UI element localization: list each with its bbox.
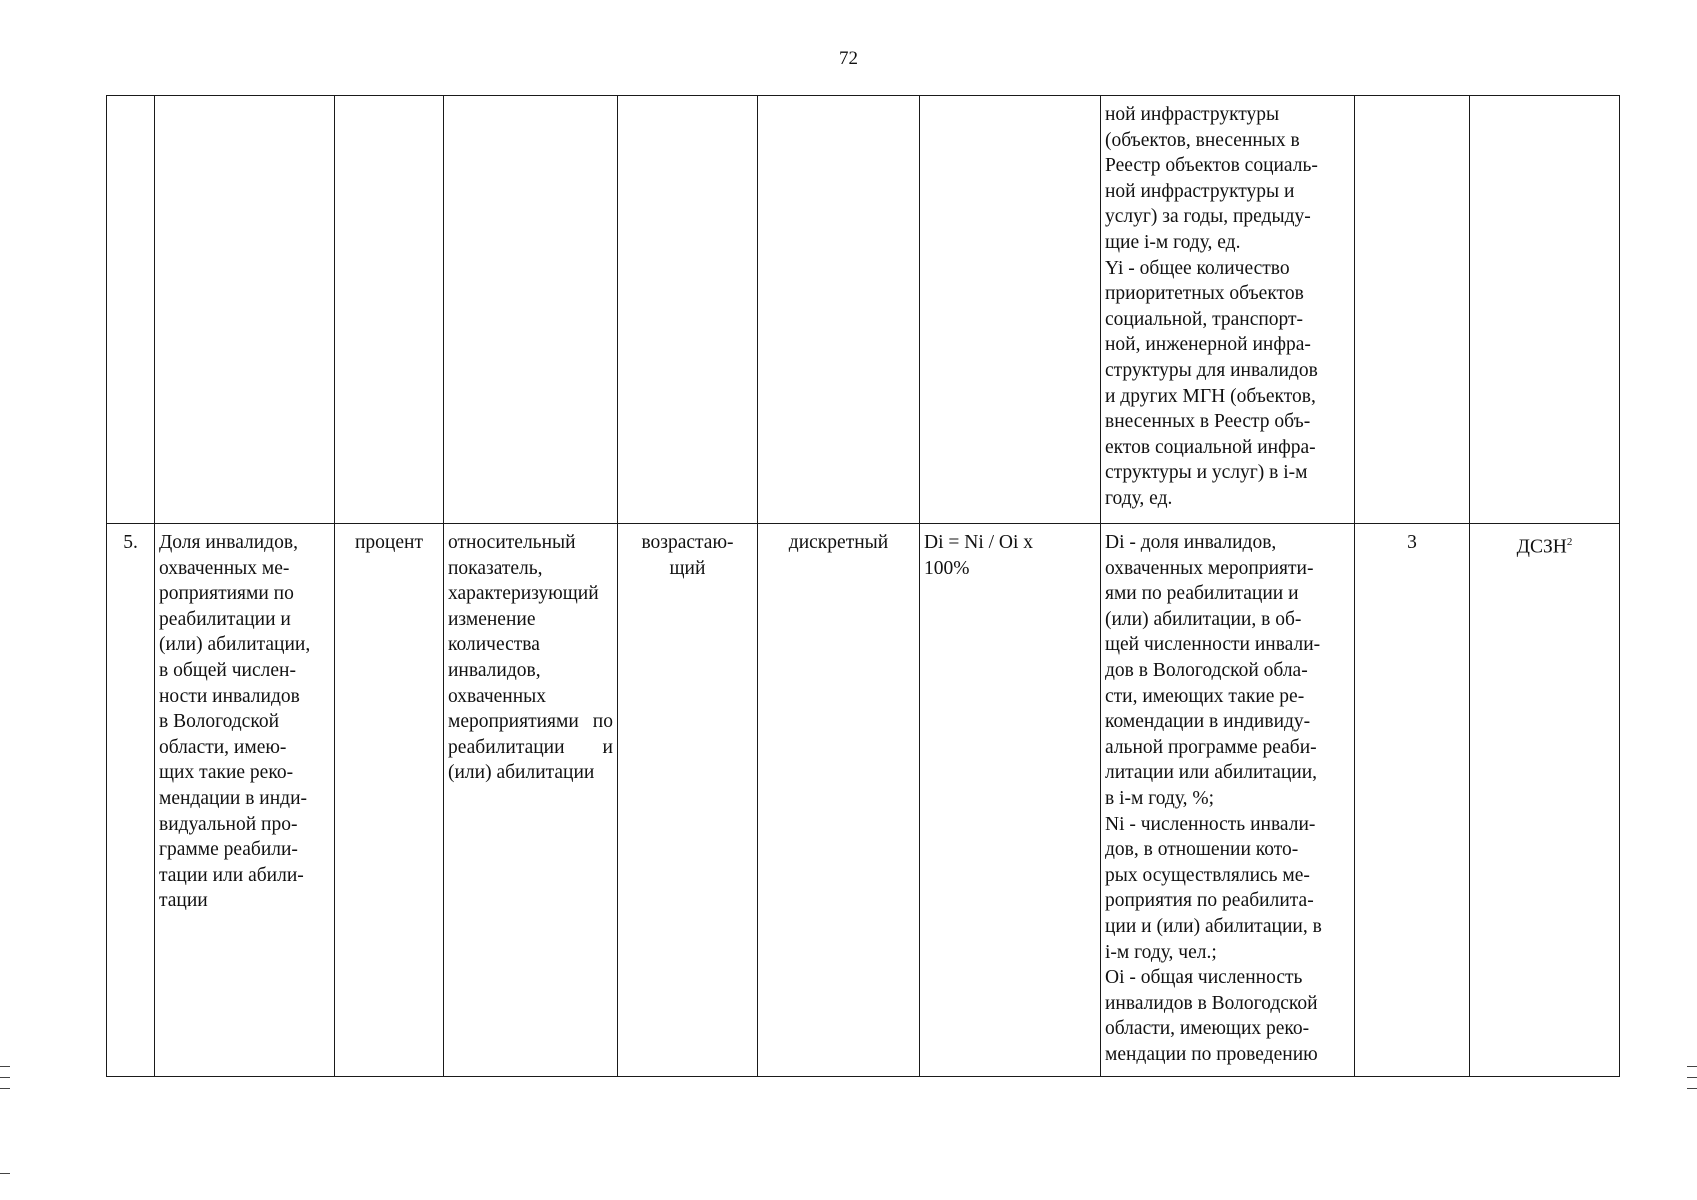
right-margin-tick (1687, 1088, 1697, 1089)
cell-responsible (1470, 96, 1620, 524)
footnote-marker: 2 (1566, 536, 1573, 548)
left-margin-tick (0, 1088, 10, 1089)
indicator-direction: возрастаю- щий (618, 524, 758, 1077)
table-row-5 (107, 524, 1620, 1077)
indicator-table (106, 95, 1620, 1077)
right-margin-tick (1687, 1066, 1697, 1067)
cell-formula (920, 96, 1101, 524)
cell-type (444, 96, 618, 524)
indicator-name: Доля инвалидов, охваченных ме- роприятиями по реабилитации и (или) абилитации, в общей числен- ности инвалидов в Вологодской области, имею- щих такие реко- мендации в инди- видуальной про- грамме реабили- тации или абили- тации (155, 524, 335, 1077)
table-row-continuation (107, 96, 1620, 524)
cell-periodicity (758, 96, 920, 524)
cell-name (155, 96, 335, 524)
indicator-description: Di - доля инвалидов, охваченных мероприяти- ями по реабилитации и (или) абилитации, в об- щей численности инвали- дов в Вологодской обла- сти, имеющих такие ре- комендации в индивиду- альной программе реаби- литации или абилитации, в i-м году, %; Ni - численность инвали- дов, в отношении кото- рых осуществлялись ме- роприятия по реабилита- ции и (или) абилитации, в i-м году, чел.; Oi - общая численность инвалидов в Вологодской области, имеющих реко- мендации по проведению (1101, 524, 1355, 1077)
left-margin-tick (0, 1066, 10, 1067)
indicator-periodicity: дискретный (758, 524, 920, 1077)
responsible-text: ДСЗН (1516, 536, 1567, 558)
cell-description: ной инфраструктуры (объектов, внесенных в Реестр объектов социаль- ной инфраструктуры и услуг) за годы, предыду- щие i-м году, ед. Yi - общее количество приоритетных объектов социальной, транспорт- ной, инженерной инфра- структуры для инвалидов и других МГН (объектов, внесенных в Реестр объ- ектов социальной инфра- структуры и услуг) в i-м году, ед. (1101, 96, 1355, 524)
row-number: 5. (107, 524, 155, 1077)
right-margin-tick (1687, 1077, 1697, 1078)
left-margin-tick (0, 1077, 10, 1078)
left-margin-tick (0, 1173, 10, 1174)
cell-number (107, 96, 155, 524)
indicator-responsible (1470, 524, 1620, 1077)
indicator-formula: Di = Ni / Oi x 100% (920, 524, 1101, 1077)
indicator-unit: процент (335, 524, 444, 1077)
indicator-method-code: 3 (1355, 524, 1470, 1077)
cell-method (1355, 96, 1470, 524)
indicator-type: относительный показатель, характеризующий изменение количества инвалидов, охваченных мероприятиями по реабилитации и (или) абилитации (444, 524, 618, 1077)
cell-direction (618, 96, 758, 524)
cell-unit (335, 96, 444, 524)
page-number: 72 (839, 48, 858, 69)
